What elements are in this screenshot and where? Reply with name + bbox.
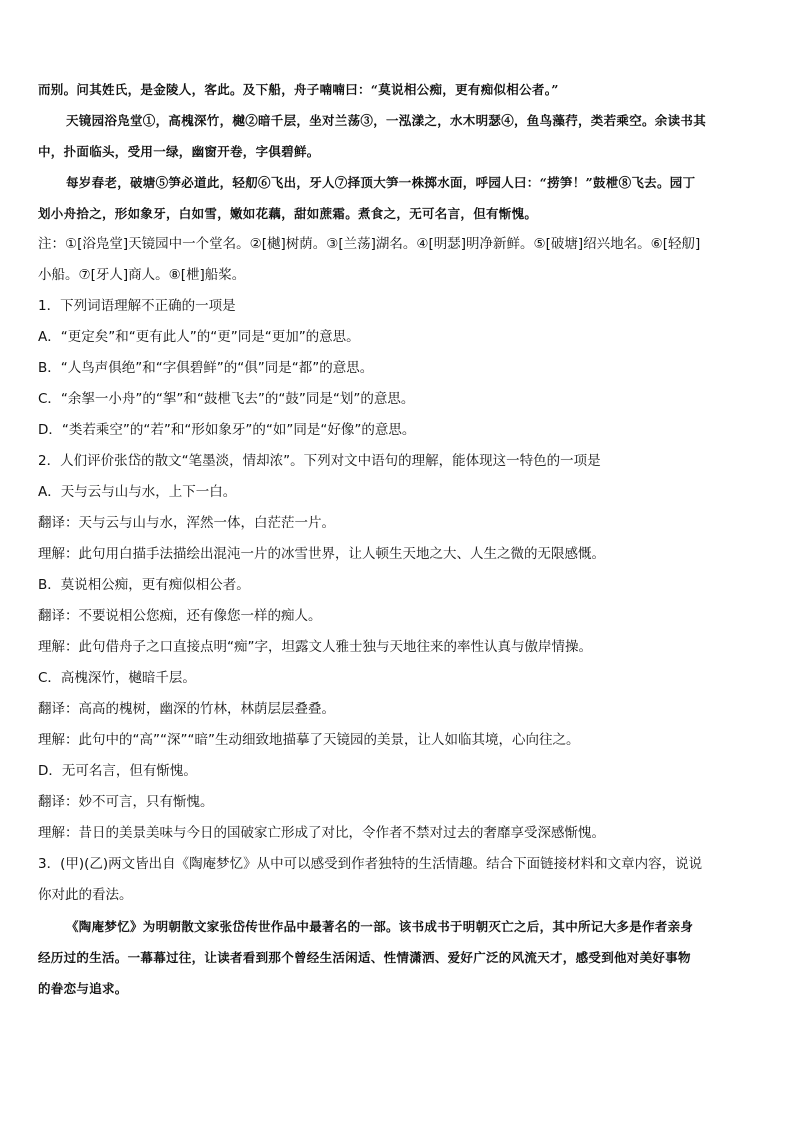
understanding-line: 理解：此句中的“高”“深”“暗”生动细致地描摹了天镜园的美景，让人如临其境，心向往之。	[38, 732, 580, 748]
question-stem: 2．人们评价张岱的散文“笔墨淡，情却浓”。下列对文中语句的理解，能体现这一特色的一项是	[38, 453, 601, 469]
option-c: C．“余挐一小舟”的“挐”和“鼓枻飞去”的“鼓”同是“划”的意思。	[38, 391, 415, 407]
option-a: A．天与云与山与水，上下一白。	[38, 484, 237, 500]
question-stem: 3．(甲)(乙)两文皆出自《陶庵梦忆》从中可以感受到作者独特的生活情趣。结合下面链接材料和文章内容，说说	[38, 856, 703, 872]
translation-line: 翻译：高高的槐树，幽深的竹林，林荫层层叠叠。	[38, 701, 335, 717]
translation-line: 翻译：天与云与山与水，浑然一体，白茫茫一片。	[38, 515, 335, 531]
option-b: B．“人鸟声俱绝”和“字俱碧鲜”的“俱”同是“都”的意思。	[38, 360, 374, 376]
option-d: D．“类若乘空”的“若”和“形如象牙”的“如”同是“好像”的意思。	[38, 422, 416, 438]
question-2	[38, 446, 756, 849]
question-stem: 1．下列词语理解不正确的一项是	[38, 298, 236, 314]
notes	[38, 229, 756, 291]
passage	[38, 74, 756, 229]
material-line: 《陶庵梦忆》为明朝散文家张岱传世作品中最著名的一部。该书成书于明朝灭亡之后，其中所记大多是作者亲身	[66, 919, 694, 934]
option-c: C．高槐深竹，樾暗千层。	[38, 670, 196, 686]
passage-line: 划小舟拾之，形如象牙，白如雪，嫩如花藕，甜如蔗霜。煮食之，无可名言，但有惭愧。	[38, 206, 538, 221]
understanding-line: 理解：此句借舟子之口直接点明“痴”字，坦露文人雅士独与天地往来的率性认真与傲岸情操。	[38, 639, 592, 655]
option-a: A．“更定矣”和“更有此人”的“更”同是“更加”的意思。	[38, 329, 360, 345]
passage-line: 中，扑面临头，受用一绿，幽窗开卷，字俱碧鲜。	[38, 144, 320, 159]
option-b: B．莫说相公痴，更有痴似相公者。	[38, 577, 250, 593]
understanding-line: 理解：此句用白描手法描绘出混沌一片的冰雪世界，让人顿生天地之大、人生之微的无限感慨。	[38, 546, 605, 562]
note-line: 注：①[浴凫堂]天镜园中一个堂名。②[樾]树荫。③[兰荡]湖名。④[明瑟]明净新鲜。⑤[破塘]绍兴地名。⑥[轻舠]	[38, 236, 701, 252]
question-3	[38, 849, 756, 911]
material-line: 的眷恋与追求。	[38, 981, 128, 996]
question-stem-cont: 你对此的看法。	[38, 887, 133, 903]
option-d: D．无可名言，但有惭愧。	[38, 763, 197, 779]
passage-line: 天镜园浴凫堂①，高槐深竹，樾②暗千层，坐对兰荡③，一泓漾之，水木明瑟④，鱼鸟藻荇，类若乘空。余读书其	[66, 113, 707, 128]
material-line: 经历过的生活。一幕幕过往，让读者看到那个曾经生活闲适、性情潇洒、爱好广泛的风流天才，感受到他对美好事物	[38, 950, 691, 965]
passage-line: 而别。问其姓氏，是金陵人，客此。及下船，舟子喃喃曰：“莫说相公痴，更有痴似相公者。”	[38, 82, 559, 97]
link-material	[38, 911, 756, 1004]
translation-line: 翻译：妙不可言，只有惭愧。	[38, 794, 214, 810]
understanding-line: 理解：昔日的美景美味与今日的国破家亡形成了对比，令作者不禁对过去的奢靡享受深感惭愧。	[38, 825, 605, 841]
note-line: 小船。⑦[牙人]商人。⑧[枻]船桨。	[38, 267, 246, 283]
passage-line: 每岁春老，破塘⑤笋必道此，轻舠⑥飞出，牙人⑦择顶大笋一株掷水面，呼园人曰：“捞笋！”鼓枻⑧飞去。园丁	[66, 175, 696, 190]
translation-line: 翻译：不要说相公您痴，还有像您一样的痴人。	[38, 608, 322, 624]
question-1	[38, 291, 756, 446]
